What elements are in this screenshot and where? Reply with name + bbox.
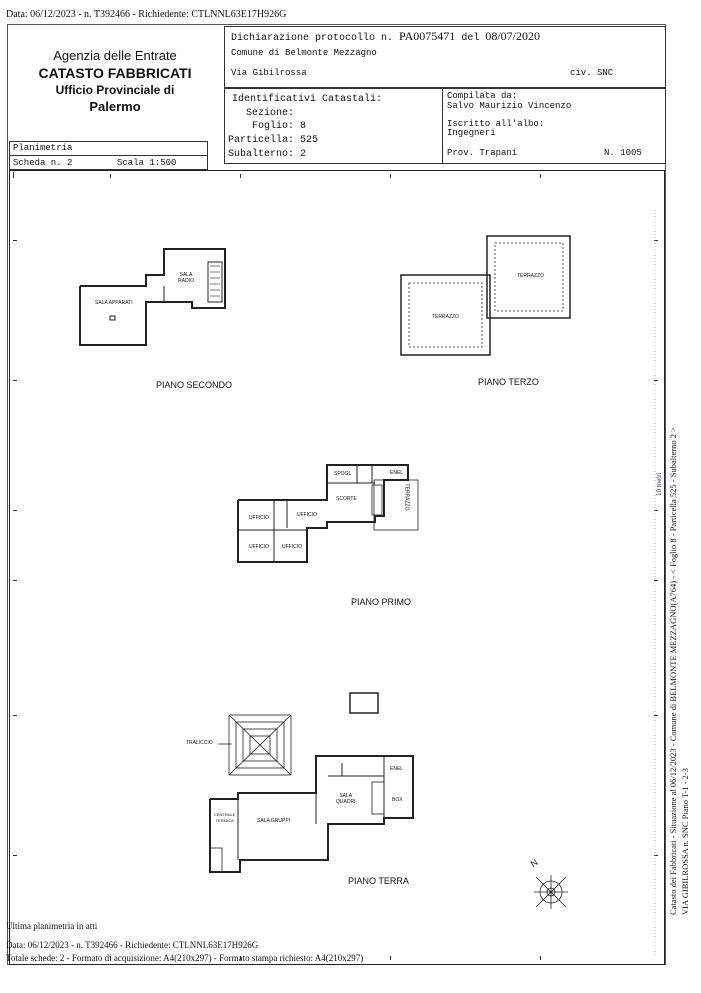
side-text-line1: Catasto dei Fabbricati - Situazione al 06/12/2023 - Comune di BELMONTE MEZZAGNO(A764) - < Foglio 8 - Particella 525 - Subalterno 2 >: [668, 427, 678, 915]
room-ufficio-2: UFFICIO: [297, 512, 317, 518]
comune: Comune di Belmonte Mezzagno: [231, 48, 377, 58]
piano-terzo-plan: [401, 236, 570, 355]
subalterno: Subalterno: 2: [228, 149, 307, 160]
room-enel-2: ENEL: [390, 766, 404, 772]
piano-terra-plan: [210, 756, 413, 872]
room-enel-1: ENEL: [390, 470, 404, 476]
protocol-del: del: [461, 33, 480, 44]
room-ufficio-1: UFFICIO: [249, 515, 269, 521]
label-piano-terra: PIANO TERRA: [348, 876, 409, 886]
compilata-name: Salvo Maurizio Vincenzo: [447, 101, 572, 111]
north-compass: [534, 875, 568, 909]
pip-box: [350, 693, 378, 713]
room-ufficio-4: UFFICIO: [282, 544, 302, 550]
compilata-label: Compilata da:: [447, 91, 518, 101]
room-box: BOX: [392, 797, 403, 803]
via: Via Gibilrossa: [231, 68, 307, 78]
room-spogl: SPOGL: [334, 471, 352, 477]
ultima-planimetria: Ultima planimetria in atti: [6, 921, 98, 931]
side-text-line2: VIA GIBILROSSA n. SNC Piano T-1 - 2-3: [680, 768, 690, 915]
room-centrale-termica: CENTRALE TERMICA: [214, 812, 236, 823]
civico: civ. SNC: [570, 68, 614, 78]
agency-name: Agenzia delle Entrate: [53, 48, 177, 63]
label-piano-secondo: PIANO SECONDO: [156, 380, 233, 390]
ufficio-city: Palermo: [89, 99, 141, 114]
protocol-date: 08/07/2020: [485, 29, 541, 43]
protocol-label: Dichiarazione protocollo n.: [231, 33, 394, 44]
ufficio-label: Ufficio Provinciale di: [55, 83, 175, 97]
north-label: N: [528, 857, 540, 869]
particella: Particella: 525: [228, 135, 319, 146]
room-scorte: SCORTE: [336, 496, 357, 502]
room-terrazzo-1: TERRAZZO: [432, 314, 459, 320]
scheda: Scheda n. 2: [13, 158, 73, 168]
room-terrazzo-2: TERRAZZO: [517, 273, 544, 279]
top-info-line: Data: 06/12/2023 - n. T392466 - Richiedente: CTLNNL63E17H926G: [6, 9, 287, 20]
footer-totale-line: Totale schede: 2 - Formato di acquisizione: A4(210x297) - Formato stampa richiesto: A4(210x297): [6, 953, 364, 963]
room-sala-gruppi: SALA GRUPPI: [257, 818, 291, 824]
label-piano-primo: PIANO PRIMO: [351, 597, 412, 607]
label-piano-terzo: PIANO TERZO: [478, 377, 539, 387]
identificativi-label: Identificativi Catastali:: [232, 94, 383, 105]
piano-secondo-plan: [80, 249, 225, 345]
protocol-number: PA0075471: [399, 29, 456, 43]
footer-data-line: Data: 06/12/2023 - n. T392466 - Richiedente: CTLNNL63E17H926G: [6, 940, 259, 950]
iscritto-label: Iscritto all'albo:: [447, 119, 545, 129]
scale-mark: 10 metri: [655, 472, 663, 496]
label-traliccio: TRALICCIO: [186, 740, 213, 746]
provincia: Prov. Trapani: [447, 148, 518, 158]
planimetria-title: Planimetria: [13, 143, 73, 153]
sezione: Sezione:: [246, 108, 295, 119]
numero-iscrizione: N. 1005: [604, 148, 642, 158]
room-ufficio-3: UFFICIO: [249, 544, 269, 550]
foglio: Foglio: 8: [252, 121, 307, 132]
iscritto-value: Ingegneri: [447, 128, 496, 138]
room-terrazzo-3: TERRAZZO: [403, 483, 410, 511]
scala: Scala 1:500: [117, 158, 177, 168]
room-sala-quadri: SALA QUADRI: [336, 793, 356, 805]
traliccio-plan: [218, 715, 291, 775]
catasto-title: CATASTO FABBRICATI: [38, 65, 192, 81]
room-sala-radio: SALA RADIO: [178, 272, 194, 284]
room-sala-apparati: SALA APPARATI: [95, 300, 133, 306]
